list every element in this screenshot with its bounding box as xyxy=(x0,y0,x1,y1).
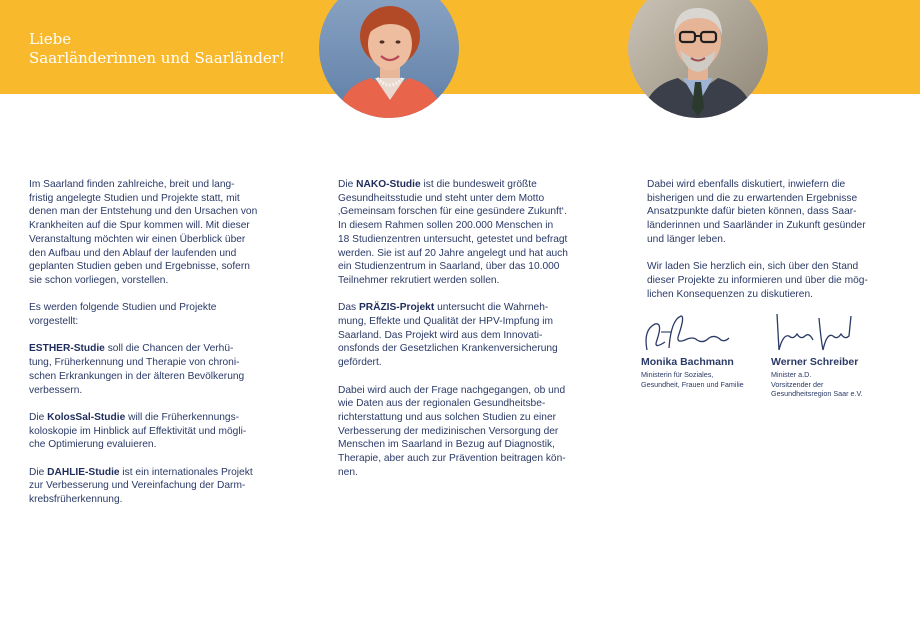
invitation-paragraph: Wir laden Sie herzlich ein, sich über den Stand dieser Projekte zu informieren und über die mög- lichen Konsequenzen zu diskutieren. xyxy=(647,261,868,300)
signer-role-schreiber: Minister a.D. Vorsitzender der Gesundheitsregion Saar e.V. xyxy=(771,370,863,398)
signer-name-bachmann: Monika Bachmann xyxy=(641,356,734,368)
portrait-man-image xyxy=(628,0,768,118)
esther-paragraph xyxy=(29,342,281,397)
signatures xyxy=(641,310,901,410)
signature-block-schreiber xyxy=(771,310,891,399)
praezis-prefix: Das xyxy=(338,302,359,314)
dahlie-study-text: ist ein internationales Projekt zur Verbesserung und Vereinfachung der Darm- krebsfrüherkennung. xyxy=(29,466,253,506)
data-question-paragraph: Dabei wird auch der Frage nachgegangen, ob und wie Daten aus der regionalen Gesundheitsbe- richterstattung und aus solchen Studien zu einer Verbesserung der medizinischen Versorgung der Menschen im Saarland in Bezug auf Diagnostik, Therapie, aber auch zur Prävention beitragen kön- nen. xyxy=(338,384,566,478)
dahlie-study-name: DAHLIE-Studie xyxy=(47,466,120,478)
greeting-line-1: Liebe xyxy=(29,30,72,48)
studies-intro-paragraph: Es werden folgende Studien und Projekte vorgestellt: xyxy=(29,302,217,328)
signer-role-bachmann: Ministerin für Soziales, Gesundheit, Frauen und Familie xyxy=(641,370,744,389)
praezis-project-text: untersucht die Wahrneh- mung, Effekte und Qualität der HPV-Impfung im Saarland. Das Projekt wird aus dem Innovati- onsfonds der Gesetzlichen Krankenversicherung gefördert. xyxy=(338,302,558,369)
text-column-2 xyxy=(338,178,590,493)
text-column-3 xyxy=(647,178,899,315)
praezis-paragraph xyxy=(338,301,590,370)
esther-study-text: soll die Chancen der Verhü- tung, Früherkennung und Therapie von chroni- schen Erkrankungen in der älteren Bevölkerung verbessern. xyxy=(29,343,245,396)
signature-block-bachmann xyxy=(641,310,766,389)
nako-study-name: NAKO-Studie xyxy=(356,179,421,190)
nako-study-text: ist die bundesweit größte Gesundheitsstudie und steht unter dem Motto ‚Gemeinsam forschen für eine gesündere Zukunft‘. In diesem Rahmen sollen 200.000 Menschen in 18 Studienzentren untersucht, getestet und befragt werden. Sie ist auf 20 Jahre angelegt und hat auch ein Studienzentrum in Saarland, über das 10.000 Teilnehmer rekrutiert werden sollen. xyxy=(338,179,568,286)
portrait-werner-schreiber xyxy=(628,0,768,118)
signature-schreiber xyxy=(771,310,881,356)
praezis-project-name: PRÄZIS-Projekt xyxy=(358,302,435,314)
signer-name-schreiber: Werner Schreiber xyxy=(771,356,859,368)
portrait-woman-image xyxy=(319,0,459,118)
signature-bachmann xyxy=(641,310,751,356)
intro-paragraph: Im Saarland finden zahlreiche, breit und lang- fristig angelegte Studien und Projekte statt, mit denen man der Entstehung und den Ursachen von Krankheiten auf die Spur kommen will. Mit dieser Veranstaltung möchten wir einen Überblick über den Aufbau und den Ablauf der laufenden und geplanten Studien geben und Ergebnisse, sofern sie schon vorliegen, vorstellen. xyxy=(29,179,258,286)
discussion-paragraph: Dabei wird ebenfalls diskutiert, inwiefern die bisherigen und die zu erwartenden Ergebnisse Ansatzpunkte dafür bieten können, dass Saar- länderinnen und Saarländer in Zukunft gesünder und länger leben. xyxy=(647,179,866,245)
portrait-monika-bachmann xyxy=(319,0,459,118)
nako-paragraph xyxy=(338,178,590,288)
kolossal-paragraph xyxy=(29,411,281,452)
dahlie-prefix: Die xyxy=(29,466,48,478)
text-column-1 xyxy=(29,178,281,521)
esther-study-name: ESTHER-Studie xyxy=(29,343,105,355)
greeting-heading xyxy=(29,30,285,68)
greeting-line-2: Saarländerinnen und Saarländer! xyxy=(29,49,285,67)
kolossal-study-text: will die Früherkennungs- koloskopie im Hinblick auf Effektivität und mögli- che Optimierung evaluieren. xyxy=(29,411,247,451)
dahlie-paragraph xyxy=(29,466,281,507)
kolossal-prefix: Die xyxy=(29,411,48,423)
nako-prefix: Die xyxy=(338,179,357,190)
kolossal-study-name: KolosSal-Studie xyxy=(47,411,126,423)
